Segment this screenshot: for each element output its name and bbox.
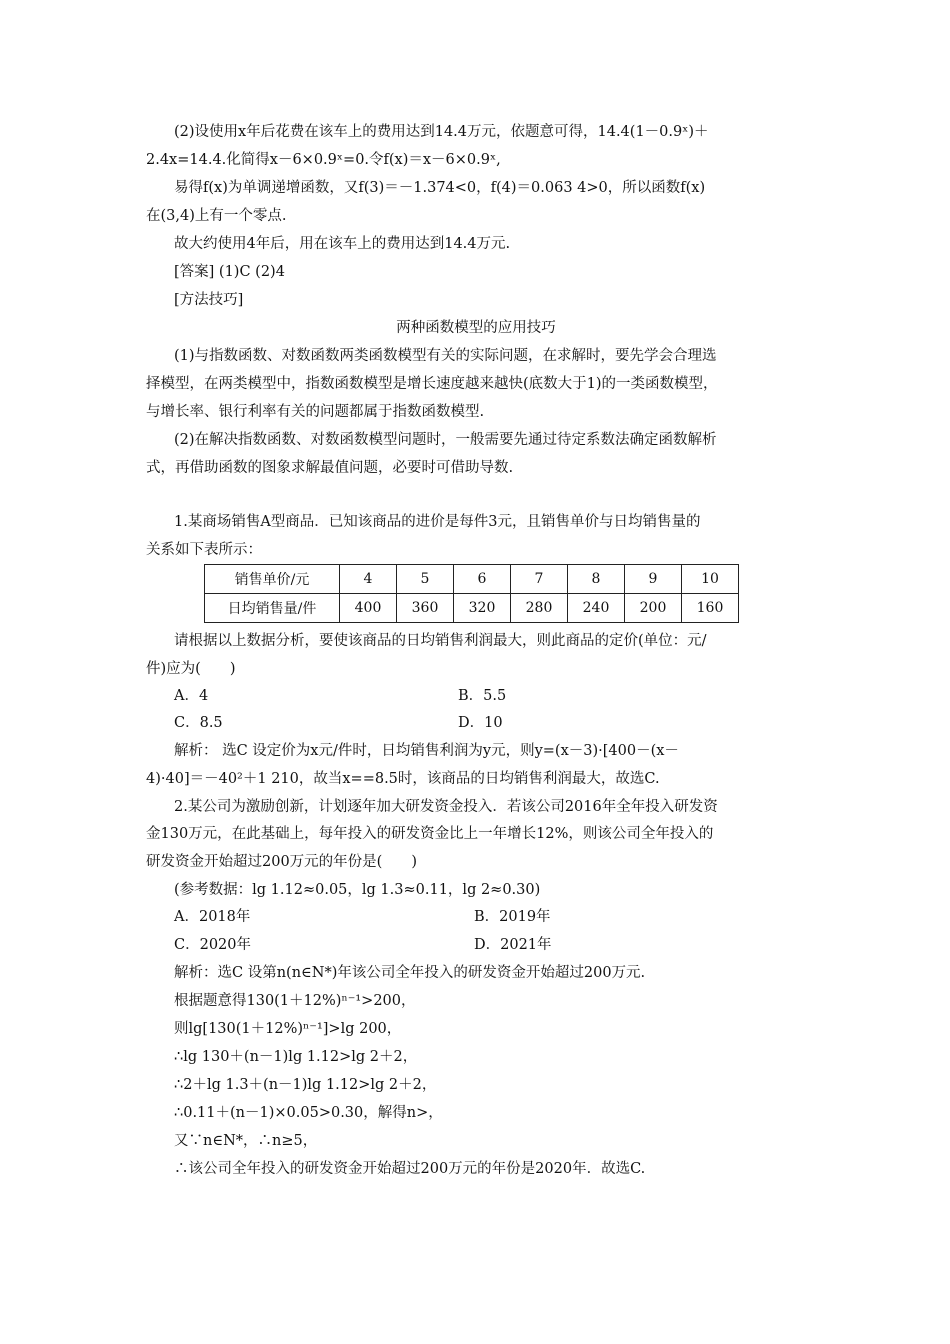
table-cell: 200 bbox=[625, 594, 682, 623]
question-1-prompt: 请根据以上数据分析，要使该商品的日均销售利润最大，则此商品的定价(单位：元/ bbox=[174, 633, 707, 649]
question-1-stem: 关系如下表所示： bbox=[146, 542, 262, 558]
option-c: C．2020年 bbox=[174, 937, 251, 953]
table-cell: 10 bbox=[682, 565, 739, 594]
question-2-solution: 解析：选C 设第n(n∈N*)年该公司全年投入的研发资金开始超过200万元. bbox=[174, 965, 646, 981]
tips-line: (2)在解决指数函数、对数函数模型问题时，一般需要先通过待定系数法确定函数解析 bbox=[174, 432, 717, 448]
option-b: B．2019年 bbox=[474, 909, 551, 925]
tips-line: 式，再借助函数的图象求解最值问题，必要时可借助导数. bbox=[146, 460, 514, 476]
option-b: B．5.5 bbox=[458, 688, 507, 704]
table-row bbox=[205, 594, 739, 623]
table-row-header: 销售单价/元 bbox=[205, 565, 340, 594]
question-1-solution: 4)·40]＝－40²＋1 210，故当x==8.5时，该商品的日均销售利润最大，故选C. bbox=[146, 771, 660, 787]
solution-line: (2)设使用x年后花费在该车上的费用达到14.4万元，依题意可得，14.4(1－0.9ˣ)＋ bbox=[174, 124, 709, 140]
option-a: A．4 bbox=[174, 688, 209, 704]
question-1-solution: 解析： 选C 设定价为x元/件时，日均销售利润为y元，则y=(x－3)·[400－(x－ bbox=[174, 743, 679, 759]
table-cell: 8 bbox=[568, 565, 625, 594]
price-sales-table bbox=[204, 564, 739, 623]
tips-title: 两种函数模型的应用技巧 bbox=[396, 320, 556, 336]
question-2-stem: 金130万元，在此基础上，每年投入的研发资金比上一年增长12%，则该公司全年投入的 bbox=[146, 826, 714, 842]
option-c: C．8.5 bbox=[174, 715, 223, 731]
method-tips-heading: [方法技巧] bbox=[174, 292, 244, 308]
table-cell: 160 bbox=[682, 594, 739, 623]
solution-line: 在(3,4)上有一个零点. bbox=[146, 208, 287, 224]
question-2-solution: ∴lg 130＋(n－1)lg 1.12>lg 2＋2， bbox=[174, 1049, 418, 1065]
tips-line: 与增长率、银行利率有关的问题都属于指数函数模型. bbox=[146, 404, 485, 420]
question-2-solution: 又∵n∈N*，∴n≥5， bbox=[174, 1133, 318, 1149]
reference-data: (参考数据：lg 1.12≈0.05，lg 1.3≈0.11，lg 2≈0.30) bbox=[174, 882, 541, 898]
question-1-prompt: 件)应为( ) bbox=[146, 661, 236, 677]
table-cell: 4 bbox=[340, 565, 397, 594]
table-cell: 280 bbox=[511, 594, 568, 623]
option-d: D．10 bbox=[458, 715, 503, 731]
solution-line: 故大约使用4年后，用在该车上的费用达到14.4万元. bbox=[174, 236, 511, 252]
tips-line: (1)与指数函数、对数函数两类函数模型有关的实际问题，在求解时，要先学会合理选 bbox=[174, 348, 717, 364]
question-2-stem: 2.某公司为激励创新，计划逐年加大研发资金投入．若该公司2016年全年投入研发资 bbox=[174, 799, 718, 815]
question-1-stem: 1.某商场销售A型商品．已知该商品的进价是每件3元，且销售单价与日均销售量的 bbox=[174, 514, 701, 530]
question-2-solution: 根据题意得130(1＋12%)ⁿ⁻¹>200， bbox=[174, 993, 416, 1009]
question-2-solution: 则lg[130(1＋12%)ⁿ⁻¹]>lg 200， bbox=[174, 1021, 402, 1037]
solution-line: 2.4x=14.4.化简得x－6×0.9ˣ=0.令f(x)＝x－6×0.9ˣ, bbox=[146, 152, 501, 168]
answer-line: [答案] (1)C (2)4 bbox=[174, 264, 285, 280]
question-2-solution: ∴2＋lg 1.3＋(n－1)lg 1.12>lg 2＋2， bbox=[174, 1077, 437, 1093]
table-cell: 360 bbox=[397, 594, 454, 623]
table-row-header: 日均销售量/件 bbox=[205, 594, 340, 623]
solution-line: 易得f(x)为单调递增函数，又f(3)＝－1.374<0，f(4)＝0.063 4>0，所以函数f(x) bbox=[174, 180, 706, 196]
table-row bbox=[205, 565, 739, 594]
table-cell: 5 bbox=[397, 565, 454, 594]
table-cell: 6 bbox=[454, 565, 511, 594]
table-cell: 400 bbox=[340, 594, 397, 623]
question-2-solution: ∴该公司全年投入的研发资金开始超过200万元的年份是2020年．故选C. bbox=[174, 1161, 646, 1177]
option-d: D．2021年 bbox=[474, 937, 552, 953]
table-cell: 240 bbox=[568, 594, 625, 623]
question-2-stem: 研发资金开始超过200万元的年份是( ) bbox=[146, 854, 417, 870]
option-a: A．2018年 bbox=[174, 909, 251, 925]
table-cell: 9 bbox=[625, 565, 682, 594]
table-cell: 320 bbox=[454, 594, 511, 623]
tips-line: 择模型，在两类模型中，指数函数模型是增长速度越来越快(底数大于1)的一类函数模型， bbox=[146, 376, 718, 392]
question-2-solution: ∴0.11＋(n－1)×0.05>0.30，解得n>， bbox=[174, 1105, 443, 1121]
table-cell: 7 bbox=[511, 565, 568, 594]
